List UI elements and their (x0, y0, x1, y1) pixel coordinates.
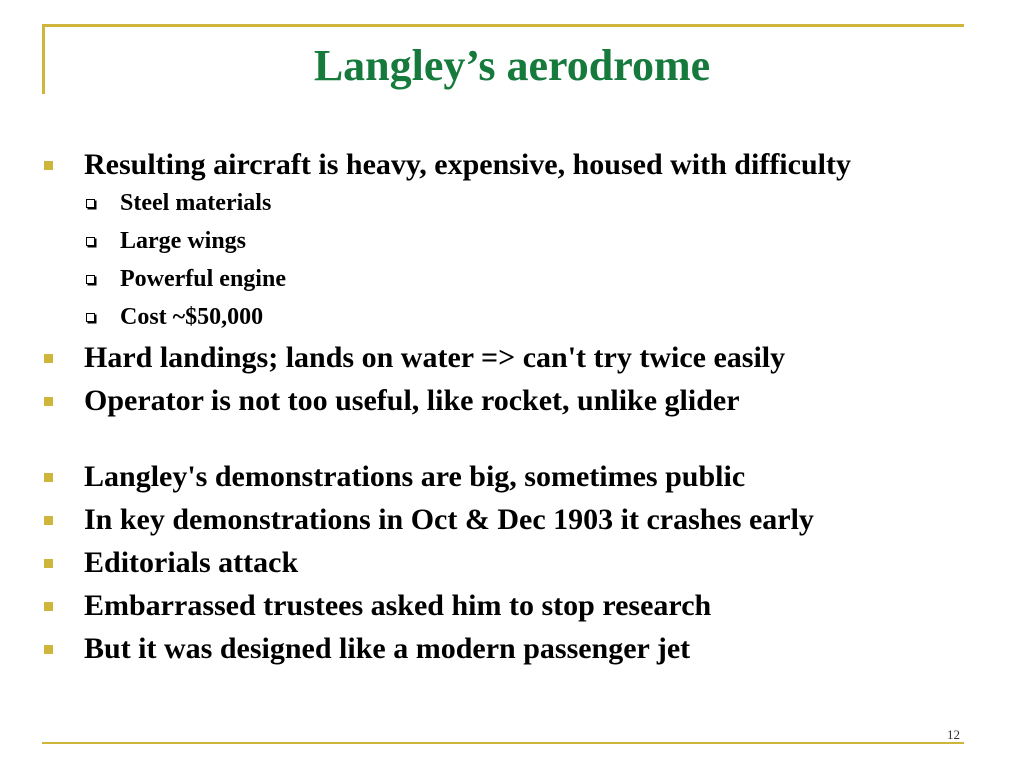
hollow-square-bullet-icon (86, 199, 95, 208)
sub-bullet-list (84, 188, 992, 332)
square-bullet-icon (44, 645, 53, 654)
bullet-list (42, 148, 992, 675)
sub-bullet-text: Steel materials (120, 190, 272, 216)
bullet-item (42, 589, 992, 623)
sub-bullet-item (84, 264, 992, 294)
bullet-item (42, 148, 992, 332)
square-bullet-icon (44, 473, 53, 482)
slide-title: Langley’s aerodrome (313, 41, 711, 90)
sub-bullet-text: Powerful engine (120, 266, 286, 292)
frame-top-line (42, 24, 964, 27)
bullet-item (42, 341, 992, 375)
square-bullet-icon (44, 397, 53, 406)
bullet-item (42, 632, 992, 666)
sub-bullet-item (84, 226, 992, 256)
sub-bullet-text: Cost ~$50,000 (120, 304, 264, 330)
bullet-item (42, 503, 992, 537)
sub-bullet-text: Large wings (120, 228, 246, 254)
page-number: 12 (947, 727, 960, 742)
bullet-text: Operator is not too useful, like rocket, unlike glider (84, 384, 740, 417)
square-bullet-icon (44, 602, 53, 611)
hollow-square-bullet-icon (86, 313, 95, 322)
sub-bullet-item (84, 302, 992, 332)
bullet-text: Langley's demonstrations are big, sometimes public (84, 460, 746, 493)
square-bullet-icon (44, 516, 53, 525)
square-bullet-icon (44, 559, 53, 568)
square-bullet-icon (44, 161, 53, 170)
hollow-square-bullet-icon (86, 237, 95, 246)
bullet-text: Embarrassed trustees asked him to stop research (84, 589, 712, 622)
bullet-item (42, 384, 992, 418)
bullet-text: In key demonstrations in Oct & Dec 1903 it crashes early (84, 503, 814, 536)
bullet-text: Hard landings; lands on water => can't try twice easily (84, 341, 786, 374)
bullet-text: Resulting aircraft is heavy, expensive, housed with difficulty (84, 148, 851, 181)
hollow-square-bullet-icon (86, 275, 95, 284)
bullet-text: Editorials attack (84, 546, 299, 579)
bullet-item (42, 460, 992, 494)
frame-bottom-line (42, 742, 964, 744)
sub-bullet-item (84, 188, 992, 218)
bullet-item (42, 546, 992, 580)
square-bullet-icon (44, 354, 53, 363)
bullet-text: But it was designed like a modern passenger jet (84, 632, 691, 665)
